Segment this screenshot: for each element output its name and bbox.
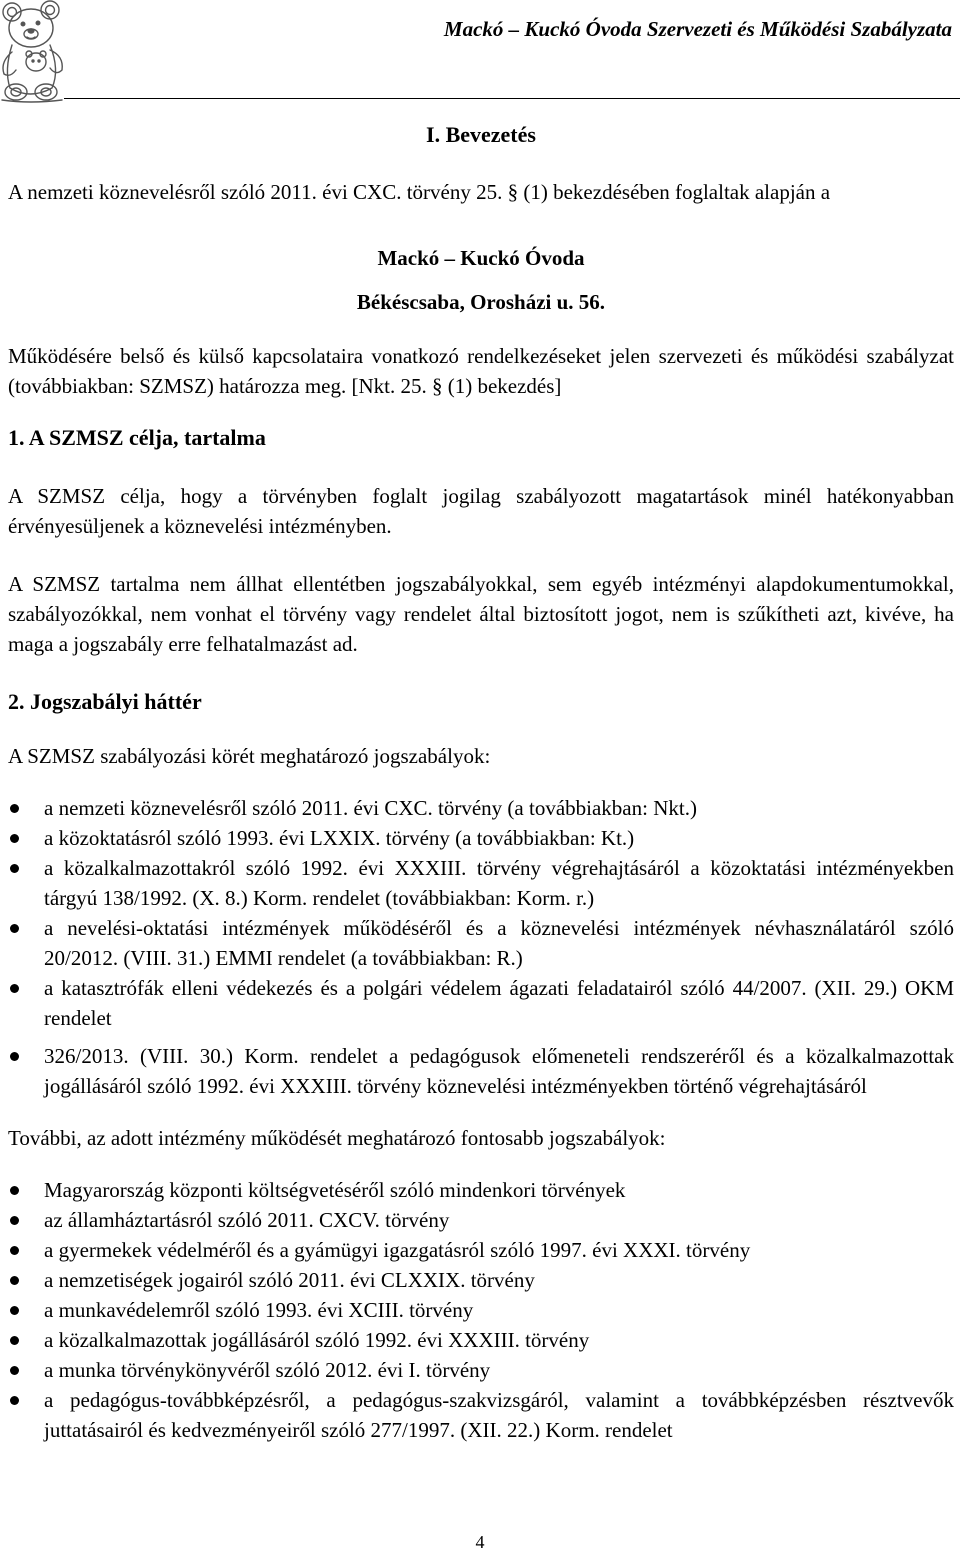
list-item: a nemzeti köznevelésről szóló 2011. évi CXC. törvény (a továbbiakban: Nkt.) xyxy=(8,793,954,823)
bullet-icon xyxy=(10,1276,19,1285)
document-body xyxy=(8,119,954,1445)
bullet-icon xyxy=(10,1186,19,1195)
list-item: a munkavédelemről szóló 1993. évi XCIII. törvény xyxy=(8,1295,954,1325)
section-1-heading: 1. A SZMSZ célja, tartalma xyxy=(8,425,266,450)
section-1-para-2: A SZMSZ tartalma nem állhat ellentétben jogszabályokkal, sem egyéb intézményi alapdokumentumokkal, szabályozókkal, nem vonhat el törvény vagy rendelet által biztosított jogot, nem is szűkítheti azt, kivéve, ha maga a jogszabály erre felhatalmazást ad. xyxy=(8,572,954,656)
further-legal-list xyxy=(8,1175,954,1445)
bullet-icon xyxy=(10,864,19,873)
list-item: az államháztartásról szóló 2011. CXCV. törvény xyxy=(8,1205,954,1235)
list-item: a nevelési-oktatási intézmények működéséről és a köznevelési intézmények névhasználatáról szóló 20/2012. (VIII. 31.) EMMI rendelet (a továbbiakban: R.) xyxy=(8,913,954,973)
list-item: a közalkalmazottak jogállásáról szóló 1992. évi XXXIII. törvény xyxy=(8,1325,954,1355)
bullet-icon xyxy=(10,834,19,843)
list-item: a katasztrófák elleni védekezés és a polgári védelem ágazati feladatairól szóló 44/2007. (XII. 29.) OKM rendelet xyxy=(8,973,954,1033)
bullet-icon xyxy=(10,1396,19,1405)
bullet-icon xyxy=(10,984,19,993)
section-1-para-1: A SZMSZ célja, hogy a törvényben foglalt jogilag szabályozott magatartások minél hatékonyabban érvényesüljenek a köznevelési intézményben. xyxy=(8,484,954,538)
page-number: 4 xyxy=(475,1532,485,1552)
list-item: a nemzetiségek jogairól szóló 2011. évi CLXXIX. törvény xyxy=(8,1265,954,1295)
bullet-icon xyxy=(10,1336,19,1345)
institution-address: Békéscsaba, Orosházi u. 56. xyxy=(356,290,606,314)
header-divider xyxy=(64,98,960,99)
bullet-icon xyxy=(10,924,19,933)
bullet-icon xyxy=(10,1246,19,1255)
legal-basis-list xyxy=(8,793,954,1101)
bullet-icon xyxy=(10,1052,19,1061)
bullet-icon xyxy=(10,1366,19,1375)
bullet-icon xyxy=(10,1306,19,1315)
list-item: a pedagógus-továbbképzésről, a pedagógus-szakvizsgáról, valamint a továbbképzésben résztvevők juttatásairól és kedvezményeiről szóló 277/1997. (XII. 22.) Korm. rendelet xyxy=(8,1385,954,1445)
list-item: Magyarország központi költségvetéséről szóló mindenkori törvények xyxy=(8,1175,954,1205)
chapter-heading: I. Bevezetés xyxy=(426,122,536,147)
list-item: a gyermekek védelméről és a gyámügyi igazgatásról szóló 1997. évi XXXI. törvény xyxy=(8,1235,954,1265)
scope-paragraph: Működésére belső és külső kapcsolataira vonatkozó rendelkezéseket jelen szervezeti és működési szabályzat (továbbiakban: SZMSZ) határozza meg. [Nkt. 25. § (1) bekezdés] xyxy=(8,344,954,398)
bullet-icon xyxy=(10,804,19,813)
list-item: a közoktatásról szóló 1993. évi LXXIX. törvény (a továbbiakban: Kt.) xyxy=(8,823,954,853)
list-item: a munka törvénykönyvéről szóló 2012. évi I. törvény xyxy=(8,1355,954,1385)
section-2-heading: 2. Jogszabályi háttér xyxy=(8,689,202,714)
list-item: 326/2013. (VIII. 30.) Korm. rendelet a pedagógusok előmeneteli rendszeréről és a közalkalmazottak jogállásáról szóló 1992. évi XXXIII. törvény köznevelési intézményekben történő végrehajtásáról xyxy=(8,1041,954,1101)
list-item: a közalkalmazottakról szóló 1992. évi XXXIII. törvény végrehajtásáról a közoktatási intézményekben tárgyú 138/1992. (X. 8.) Korm. rendelet (továbbiakban: Korm. r.) xyxy=(8,853,954,913)
institution-name: Mackó – Kuckó Óvoda xyxy=(377,246,585,270)
legal-basis-intro: A SZMSZ szabályozási körét meghatározó jogszabályok: xyxy=(8,744,491,768)
further-legal-intro: További, az adott intézmény működését meghatározó fontosabb jogszabályok: xyxy=(8,1126,666,1150)
page-header xyxy=(0,0,960,106)
intro-paragraph: A nemzeti köznevelésről szóló 2011. évi CXC. törvény 25. § (1) bekezdésében foglaltak alapján a xyxy=(8,180,831,204)
bullet-icon xyxy=(10,1216,19,1225)
header-title: Mackó – Kuckó Óvoda Szervezeti és Működési Szabályzata xyxy=(443,17,952,41)
teddy-bear-logo xyxy=(0,0,70,104)
